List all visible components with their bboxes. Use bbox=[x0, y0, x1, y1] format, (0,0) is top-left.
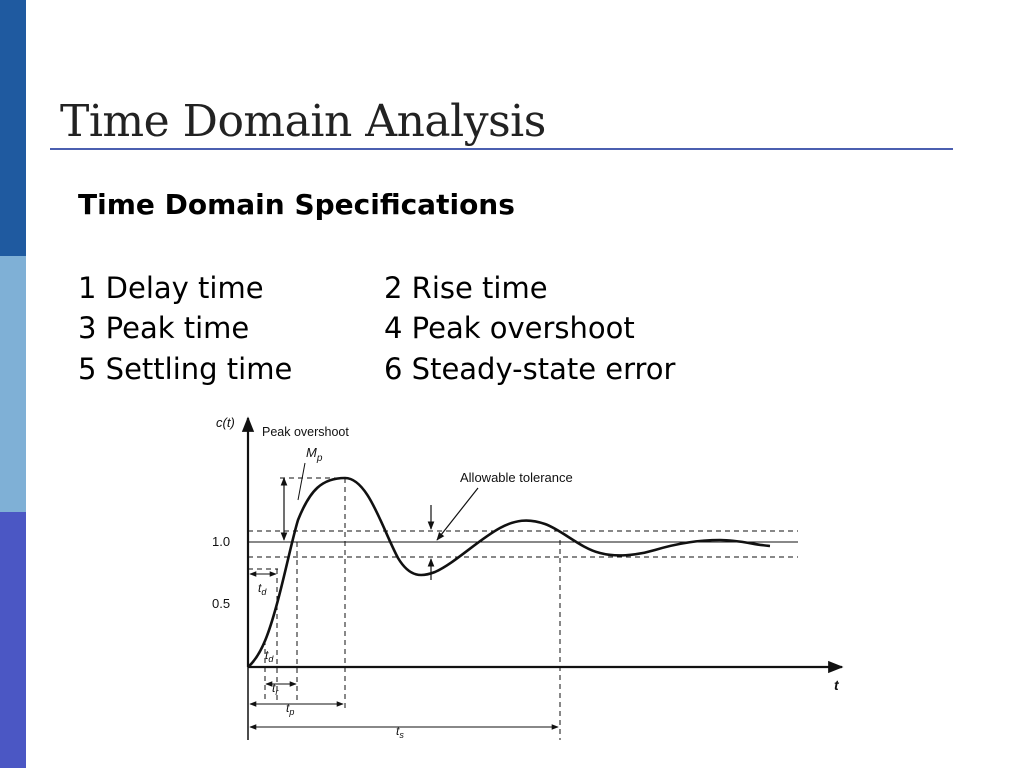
spec-peak-time: 3 Peak time bbox=[78, 311, 250, 345]
accent-bar-bottom bbox=[0, 512, 26, 768]
spec-steady-state-error: 6 Steady-state error bbox=[384, 352, 676, 386]
spec-settling-time: 5 Settling time bbox=[78, 352, 293, 386]
peak-overshoot-label: Peak overshoot bbox=[262, 425, 349, 439]
tr-label: $t_r$ bbox=[272, 681, 279, 697]
accent-bar-top bbox=[0, 0, 26, 256]
y-tick-1: 1.0 bbox=[212, 534, 231, 549]
mp-label: $M_p$ bbox=[306, 445, 323, 464]
tp-label: $t_p$ bbox=[286, 701, 295, 717]
ts-label: $t_s$ bbox=[396, 724, 404, 740]
spec-rise-time: 2 Rise time bbox=[384, 271, 548, 305]
spec-delay-time: 1 Delay time bbox=[78, 271, 264, 305]
y-tick-0-5: 0.5 bbox=[212, 596, 231, 611]
accent-bar-middle bbox=[0, 256, 26, 512]
spec-peak-overshoot: 4 Peak overshoot bbox=[384, 311, 635, 345]
mp-leader-line bbox=[298, 463, 305, 500]
slide-title: Time Domain Analysis bbox=[60, 96, 546, 147]
td-label-lower: $t_d$ bbox=[265, 648, 274, 664]
tolerance-label: Allowable tolerance bbox=[460, 470, 573, 485]
tolerance-leader-line bbox=[437, 488, 478, 540]
x-axis-label: t bbox=[834, 677, 839, 693]
y-axis-label: c(t) bbox=[216, 415, 235, 430]
title-underline bbox=[50, 148, 953, 150]
response-curve bbox=[248, 478, 770, 667]
td-label-upper: $t_d$ bbox=[258, 581, 267, 597]
step-response-diagram bbox=[200, 405, 850, 750]
section-heading: Time Domain Specifications bbox=[78, 188, 515, 221]
